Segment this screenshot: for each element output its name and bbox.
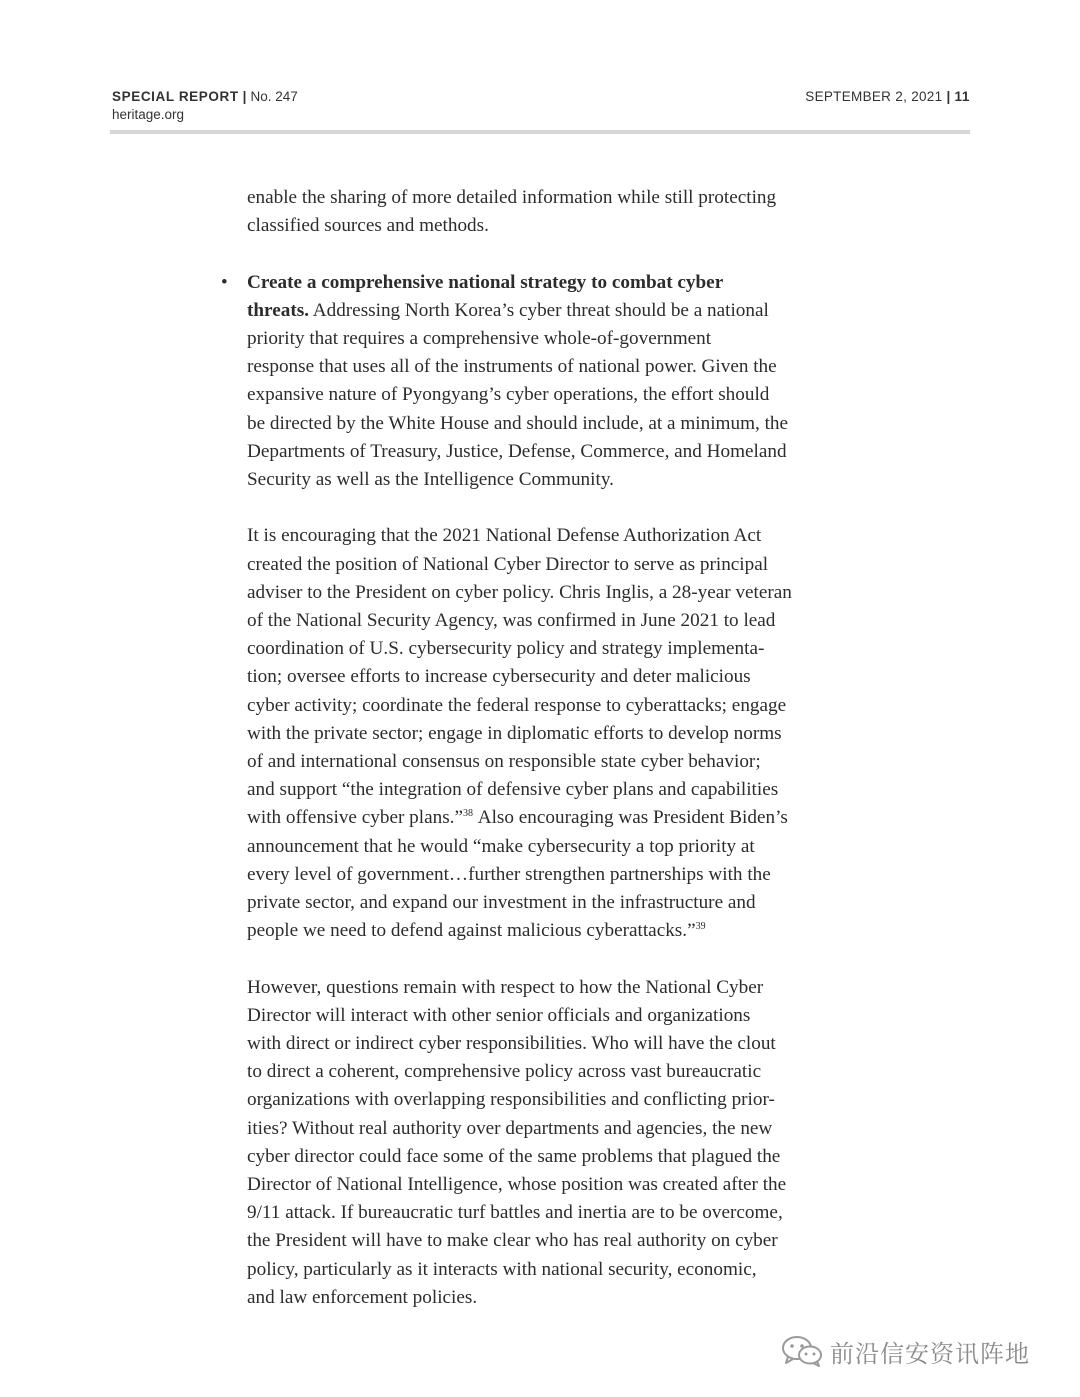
text-line: tion; oversee efforts to increase cybersecurity and deter malicious bbox=[247, 666, 751, 688]
paragraph-questions bbox=[247, 974, 862, 1312]
text-line: enable the sharing of more detailed information while still protecting bbox=[247, 187, 777, 208]
text-line: organizations with overlapping responsibilities and conflicting prior- bbox=[247, 1089, 775, 1111]
text-line: with the private sector; engage in diplomatic efforts to develop norms bbox=[247, 722, 782, 744]
bullet-heading-line: Create a comprehensive national strategy to combat cyber bbox=[247, 271, 724, 293]
footnote-ref-38[interactable]: 38 bbox=[462, 808, 473, 820]
text-run: Also encouraging was President Biden’s bbox=[473, 807, 788, 829]
text-line: every level of government…further strengthen partnerships with the bbox=[247, 863, 771, 885]
text-run: people we need to defend against malicious cyberattacks.” bbox=[247, 920, 696, 942]
report-label: SPECIAL REPORT bbox=[112, 89, 239, 104]
report-date: SEPTEMBER 2, 2021 bbox=[805, 89, 943, 104]
wechat-icon bbox=[780, 1334, 824, 1368]
footnote-ref-39[interactable]: 39 bbox=[695, 920, 706, 932]
text-line: However, questions remain with respect to how the National Cyber bbox=[247, 976, 764, 998]
text-line: created the position of National Cyber Director to serve as principal bbox=[247, 553, 769, 575]
text-line: classified sources and methods. bbox=[247, 215, 489, 237]
text-run: Addressing North Korea’s cyber threat should be a national bbox=[309, 299, 769, 321]
text-line bbox=[247, 297, 862, 325]
report-number: No. 247 bbox=[250, 89, 298, 104]
text-line: of and international consensus on responsible state cyber behavior; bbox=[247, 751, 761, 773]
text-line: policy, particularly as it interacts with national security, economic, bbox=[247, 1258, 757, 1280]
text-line: with direct or indirect cyber responsibilities. Who will have the clout bbox=[247, 1033, 776, 1055]
text-line: coordination of U.S. cybersecurity policy and strategy implementa- bbox=[247, 638, 765, 660]
header-right bbox=[805, 88, 970, 106]
text-line: ities? Without real authority over departments and agencies, the new bbox=[247, 1117, 773, 1139]
paragraph-continuation bbox=[247, 184, 862, 240]
text-line: Director will interact with other senior officials and organizations bbox=[247, 1004, 751, 1026]
text-line: Departments of Treasury, Justice, Defense, Commerce, and Homeland bbox=[247, 440, 787, 462]
report-line bbox=[112, 88, 298, 106]
text-line: the President will have to make clear who has real authority on cyber bbox=[247, 1230, 778, 1252]
text-line: to direct a coherent, comprehensive policy across vast bureaucratic bbox=[247, 1061, 762, 1083]
text-line: It is encouraging that the 2021 National Defense Authorization Act bbox=[247, 525, 762, 547]
bullet-heading-end: threats. bbox=[247, 299, 309, 321]
text-line: and support “the integration of defensive cyber plans and capabilities bbox=[247, 779, 779, 801]
text-line: Security as well as the Intelligence Community. bbox=[247, 469, 614, 491]
text-line bbox=[247, 917, 862, 945]
text-line: and law enforcement policies. bbox=[247, 1286, 478, 1308]
text-line: priority that requires a comprehensive whole-of-government bbox=[247, 328, 712, 349]
text-line: private sector, and expand our investment in the infrastructure and bbox=[247, 892, 756, 914]
website-link[interactable]: heritage.org bbox=[112, 107, 185, 122]
text-run: with offensive cyber plans.” bbox=[247, 807, 463, 829]
text-line: cyber activity; coordinate the federal response to cyberattacks; engage bbox=[247, 694, 787, 716]
header-separator: | bbox=[242, 89, 247, 104]
text-line: announcement that he would “make cybersecurity a top priority at bbox=[247, 835, 755, 857]
watermark-text: 前沿信安资讯阵地 bbox=[830, 1339, 1030, 1368]
header-left bbox=[112, 88, 298, 124]
text-line: response that uses all of the instruments of national power. Given the bbox=[247, 356, 777, 378]
text-line: cyber director could face some of the same problems that plagued the bbox=[247, 1145, 781, 1167]
text-line: adviser to the President on cyber policy. Chris Inglis, a 28-year veteran bbox=[247, 581, 792, 603]
text-line: of the National Security Agency, was confirmed in June 2021 to lead bbox=[247, 610, 776, 632]
text-line: expansive nature of Pyongyang’s cyber operations, the effort should bbox=[247, 384, 770, 406]
article-body bbox=[221, 184, 862, 1340]
text-line: be directed by the White House and should include, at a minimum, the bbox=[247, 412, 789, 434]
bullet-marker: • bbox=[221, 271, 228, 293]
page-number: 11 bbox=[954, 89, 970, 104]
bullet-item bbox=[221, 269, 862, 495]
text-line: 9/11 attack. If bureaucratic turf battles and inertia are to be overcome, bbox=[247, 1202, 783, 1224]
header-separator-right: | bbox=[946, 89, 951, 104]
text-line bbox=[247, 804, 862, 832]
header-divider bbox=[110, 130, 970, 134]
watermark bbox=[780, 1332, 1030, 1370]
text-line: Director of National Intelligence, whose position was created after the bbox=[247, 1174, 787, 1196]
paragraph-cyber-director bbox=[247, 522, 862, 945]
